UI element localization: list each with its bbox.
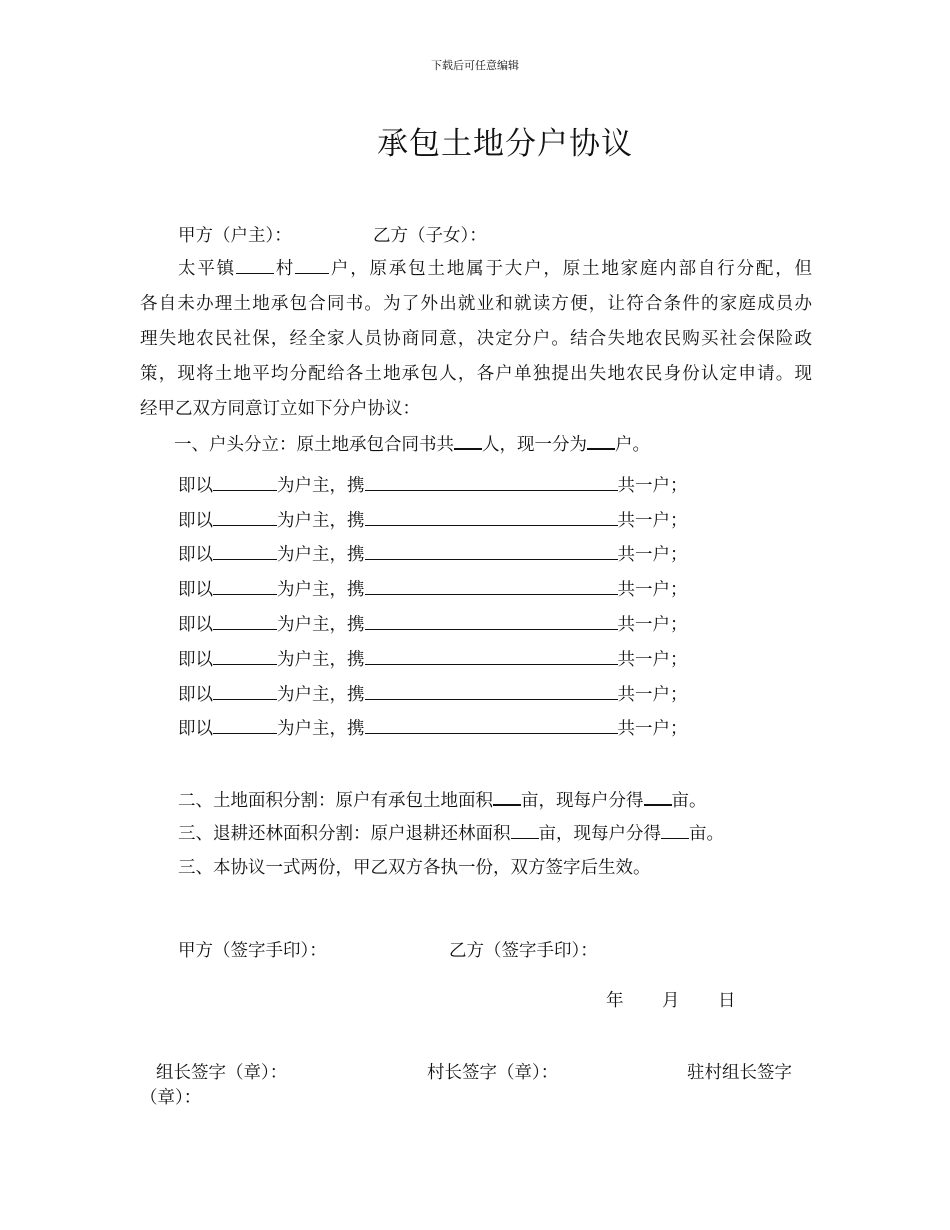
row-mid: 为户主，携 [277, 719, 365, 739]
intro-paragraph [140, 257, 812, 432]
row-mid: 为户主，携 [277, 545, 365, 565]
head-name-blank[interactable] [213, 683, 277, 700]
intro-village: 村 [273, 259, 296, 279]
intro-line1-rest: ，原承包土地属于大户，原土地家庭内部自行分配，但 [350, 259, 813, 279]
row-mid: 为户主，携 [277, 685, 365, 705]
clause-1-text-a: 一、户头分立：原土地承包合同书共 [174, 435, 454, 455]
row-suffix: 共一户； [617, 580, 688, 600]
intro-line: 各自未办理土地承包合同书。为了外出就业和就读方便，让符合条件的家庭成员办 [140, 294, 812, 314]
row-prefix: 即以 [178, 685, 213, 705]
members-blank[interactable] [365, 613, 618, 630]
header-note: 下载后可任意编辑 [431, 59, 519, 72]
original-area-blank[interactable] [493, 788, 521, 806]
members-blank[interactable] [365, 509, 618, 526]
row-mid: 为户主，携 [277, 580, 365, 600]
households-count-blank[interactable] [587, 432, 615, 450]
intro-household: 户 [329, 259, 351, 279]
clause-1-text-c: 户。 [615, 435, 650, 455]
party-b-signature: 乙方（签字手印）： [449, 941, 598, 961]
intro-line [140, 257, 812, 292]
allocation-row [178, 683, 688, 707]
clause-3-text-b: 亩，现每户分得 [538, 824, 661, 844]
row-mid: 为户主，携 [277, 511, 365, 531]
clause-2-text-b: 亩，现每户分得 [521, 791, 644, 811]
intro-line: 理失地农民社保，经全家人员协商同意，决定分户。结合失地农民购买社会保险政 [140, 329, 812, 349]
row-prefix: 即以 [178, 650, 213, 670]
intro-town: 太平镇 [178, 259, 236, 279]
row-suffix: 共一户； [617, 545, 688, 565]
clause-2 [178, 788, 707, 813]
forest-per-household-blank[interactable] [661, 822, 689, 839]
row-suffix: 共一户； [617, 511, 688, 531]
row-mid: 为户主，携 [277, 650, 365, 670]
persons-count-blank[interactable] [454, 432, 482, 450]
members-blank[interactable] [365, 474, 618, 491]
document-title: 承包土地分户协议 [377, 126, 633, 162]
head-name-blank[interactable] [213, 543, 277, 560]
head-name-blank[interactable] [213, 474, 277, 491]
row-prefix: 即以 [178, 545, 213, 565]
allocation-row [178, 648, 688, 672]
row-suffix: 共一户； [617, 615, 688, 635]
allocation-row [178, 474, 688, 498]
head-name-blank[interactable] [213, 613, 277, 630]
members-blank[interactable] [365, 543, 618, 560]
members-blank[interactable] [365, 578, 618, 595]
party-b-label: 乙方（子女）： [373, 226, 487, 246]
row-mid: 为户主，携 [277, 476, 365, 496]
head-name-blank[interactable] [213, 648, 277, 665]
village-name-blank[interactable] [236, 257, 274, 274]
clause-4: 三、本协议一式两份，甲乙双方各执一份，双方签字后生效。 [178, 858, 651, 878]
clause-1 [174, 432, 650, 457]
row-suffix: 共一户； [617, 650, 688, 670]
head-name-blank[interactable] [213, 578, 277, 595]
members-blank[interactable] [365, 717, 618, 734]
members-blank[interactable] [365, 648, 618, 665]
allocation-row [178, 543, 688, 567]
intro-line: 策，现将土地平均分配给各土地承包人，各户单独提出失地农民身份认定申请。现 [140, 364, 812, 384]
allocation-row [178, 717, 688, 741]
group-leader-signature: 组长签字（章）： [156, 1063, 288, 1083]
per-household-area-blank[interactable] [644, 788, 672, 806]
row-prefix: 即以 [178, 719, 213, 739]
row-mid: 为户主，携 [277, 615, 365, 635]
household-name-blank[interactable] [295, 257, 329, 274]
date-day: 日 [718, 991, 736, 1011]
row-prefix: 即以 [178, 580, 213, 600]
village-head-signature: 村长签字（章）： [427, 1063, 559, 1083]
date-month: 月 [662, 991, 680, 1011]
clause-2-text-a: 二、土地面积分割：原户有承包土地面积 [178, 791, 493, 811]
resident-leader-signature: 驻村组长签字 [687, 1063, 792, 1083]
forest-area-blank[interactable] [511, 822, 539, 839]
row-prefix: 即以 [178, 511, 213, 531]
resident-leader-seal: （章）： [140, 1088, 202, 1108]
row-suffix: 共一户； [617, 685, 688, 705]
members-blank[interactable] [365, 683, 618, 700]
date-year: 年 [606, 991, 624, 1011]
allocation-row [178, 578, 688, 602]
clause-3 [178, 822, 724, 846]
row-prefix: 即以 [178, 615, 213, 635]
head-name-blank[interactable] [213, 509, 277, 526]
row-suffix: 共一户； [617, 719, 688, 739]
row-prefix: 即以 [178, 476, 213, 496]
head-name-blank[interactable] [213, 717, 277, 734]
allocation-row [178, 509, 688, 533]
party-a-label: 甲方（户主）： [178, 226, 292, 246]
clause-1-text-b: 人，现一分为 [482, 435, 587, 455]
intro-line: 经甲乙双方同意订立如下分户协议： [140, 399, 420, 419]
party-a-signature: 甲方（签字手印）： [178, 941, 327, 961]
clause-2-text-c: 亩。 [671, 791, 707, 811]
clause-3-text-c: 亩。 [689, 824, 724, 844]
allocation-row [178, 613, 688, 637]
row-suffix: 共一户； [617, 476, 688, 496]
clause-3-text-a: 三、退耕还林面积分割：原户退耕还林面积 [178, 824, 511, 844]
